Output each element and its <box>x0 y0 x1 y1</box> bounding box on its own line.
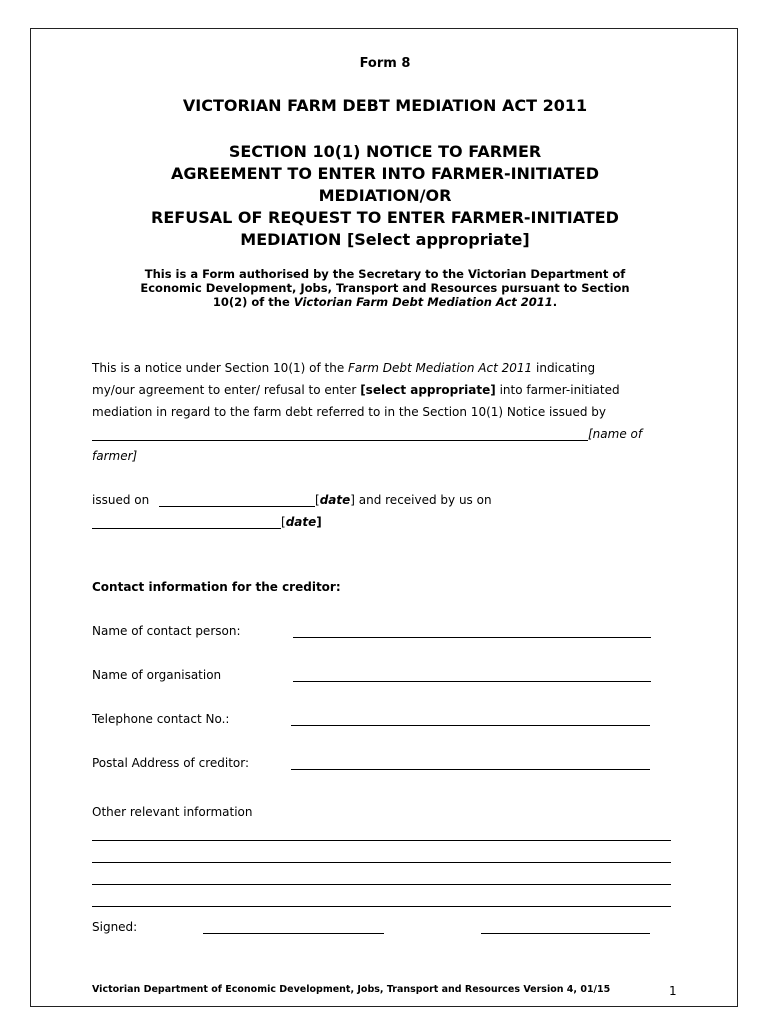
authority-text: . <box>552 295 558 309</box>
other-info-line[interactable] <box>92 862 671 863</box>
date-word: date <box>285 515 317 529</box>
other-info-label: Other relevant information <box>92 805 253 819</box>
notice-select-hint: [select appropriate] <box>360 383 496 397</box>
bracket: [ <box>315 493 320 507</box>
organisation-field[interactable] <box>293 681 651 682</box>
footer-text: Victorian Department of Economic Development, Jobs, Transport and Resources Version 4, 01/15 <box>92 984 611 995</box>
notice-text: into farmer-initiated <box>495 383 620 397</box>
signed-label: Signed: <box>92 920 138 934</box>
received-date-hint <box>281 515 322 529</box>
heading-line: REFUSAL OF REQUEST TO ENTER FARMER-INITIATED <box>151 208 619 227</box>
farmer-name-hint-cont <box>92 449 137 463</box>
telephone-label: Telephone contact No.: <box>92 712 230 726</box>
other-info-line[interactable] <box>92 884 671 885</box>
telephone-field[interactable] <box>291 725 650 726</box>
received-text: ] and received by us on <box>350 493 492 507</box>
authority-line: Economic Development, Jobs, Transport and Resources pursuant to Section <box>140 281 630 295</box>
issued-on-label: issued on <box>92 493 150 507</box>
authority-text: 10(2) of the <box>212 295 294 309</box>
postal-address-field[interactable] <box>291 769 650 770</box>
notice-heading <box>0 141 770 251</box>
issued-date-hint <box>315 493 492 507</box>
heading-line: MEDIATION [Select appropriate] <box>240 230 530 249</box>
issued-date-field[interactable] <box>159 506 315 507</box>
contact-person-label: Name of contact person: <box>92 624 241 638</box>
farmer-name-hint <box>588 427 642 441</box>
heading-line: MEDIATION/OR <box>318 186 452 205</box>
contact-person-field[interactable] <box>293 637 651 638</box>
authority-statement <box>0 267 770 309</box>
signature-date-field[interactable] <box>481 933 650 934</box>
signature-field[interactable] <box>203 933 384 934</box>
date-word: date <box>319 493 351 507</box>
bracket: [ <box>281 515 286 529</box>
authority-line <box>0 295 770 309</box>
notice-text: my/our agreement to enter/ refusal to enter <box>92 383 361 397</box>
received-date-field[interactable] <box>92 528 281 529</box>
hint-text: [name of <box>588 427 643 441</box>
act-title: VICTORIAN FARM DEBT MEDIATION ACT 2011 <box>182 96 588 115</box>
notice-line-2 <box>92 383 620 397</box>
bracket: ] <box>316 515 322 529</box>
page-number: 1 <box>669 984 677 998</box>
notice-act-name: Farm Debt Mediation Act 2011 <box>348 361 533 375</box>
authority-act-name: Victorian Farm Debt Mediation Act 2011 <box>293 295 553 309</box>
authority-line: This is a Form authorised by the Secretary to the Victorian Department of <box>144 267 626 281</box>
notice-line-1 <box>92 361 595 375</box>
heading-line: SECTION 10(1) NOTICE TO FARMER <box>228 142 542 161</box>
hint-text: farmer] <box>92 449 138 463</box>
contact-section-title: Contact information for the creditor: <box>92 580 341 594</box>
other-info-line[interactable] <box>92 840 671 841</box>
notice-line-3: mediation in regard to the farm debt referred to in the Section 10(1) Notice issued by <box>92 405 607 419</box>
form-number: Form 8 <box>359 56 411 71</box>
postal-address-label: Postal Address of creditor: <box>92 756 250 770</box>
farmer-name-field[interactable] <box>92 440 588 441</box>
notice-text: This is a notice under Section 10(1) of the <box>92 361 349 375</box>
notice-text: indicating <box>532 361 596 375</box>
organisation-label: Name of organisation <box>92 668 222 682</box>
other-info-line[interactable] <box>92 906 671 907</box>
heading-line: AGREEMENT TO ENTER INTO FARMER-INITIATED <box>170 164 600 183</box>
